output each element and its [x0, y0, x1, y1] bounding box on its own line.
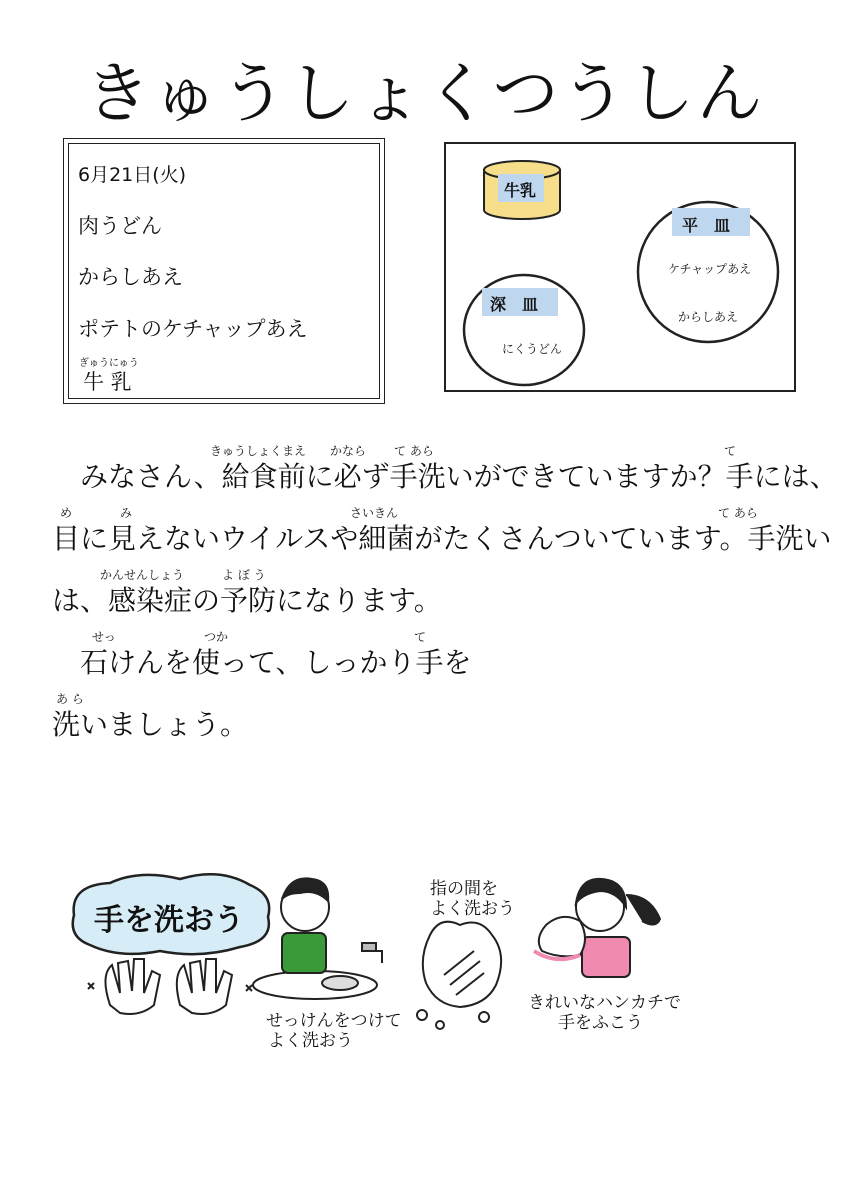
caption-soap	[266, 1011, 402, 1051]
ruby-kanara: かなら	[330, 444, 367, 458]
boy-washing-icon	[253, 878, 382, 999]
caption-fingers-line-2: よく洗おう	[430, 899, 515, 919]
ruby-te-ara-1: て あら	[394, 444, 434, 458]
milk-label: 牛乳	[504, 181, 537, 200]
flat-plate-item-2: からしあえ	[678, 310, 739, 324]
menu-item-1: 肉うどん	[78, 214, 162, 238]
caption-handkerchief-line-2: 手をふこう	[558, 1013, 643, 1033]
ruby-me: め	[60, 506, 73, 520]
ruby-sekke: せっ	[92, 630, 116, 644]
article-line-5: 洗いましょう。	[52, 708, 249, 741]
article-line-1: みなさん、給食前に必ず手洗いができていますか？手には、	[52, 460, 838, 493]
flat-plate-item-1: ケチャップあえ	[668, 262, 752, 276]
ruby-te-2: て	[414, 630, 427, 644]
menu-date: 6月21日(火)	[78, 164, 187, 186]
menu-milk-ruby: ぎゅうにゅう	[79, 358, 139, 369]
ruby-mi: み	[120, 506, 133, 520]
menu-inner-frame	[68, 143, 380, 399]
ruby-yobo: よ ぼ う	[222, 568, 266, 582]
ruby-kyushokumae: きゅうしょくまえ	[210, 444, 307, 458]
deep-plate-label: 深 皿	[490, 295, 539, 314]
menu-item-2: からしあえ	[78, 265, 183, 289]
badge-text: 手を洗おう	[94, 903, 244, 938]
ruby-saikin: さいきん	[350, 506, 399, 520]
ruby-kansensho: かんせんしょう	[100, 568, 185, 582]
menu-item-milk: 牛 乳	[83, 370, 132, 394]
hands-scrubbing-icon	[417, 922, 501, 1029]
ruby-tsuka: つか	[204, 630, 229, 644]
ruby-te-ara-2: て あら	[718, 506, 758, 520]
ruby-ara: あ ら	[56, 692, 84, 706]
menu-item-3: ポテトのケチャップあえ	[78, 317, 308, 341]
handwashing-illustration	[60, 855, 700, 1055]
tray-diagram	[444, 142, 796, 392]
ruby-te-1: て	[724, 444, 737, 458]
deep-plate-item: にくうどん	[502, 342, 563, 356]
flat-plate-label: 平 皿	[682, 216, 731, 235]
girl-with-handkerchief-icon	[534, 879, 660, 977]
caption-soap-line-1: せっけんをつけて	[266, 1011, 402, 1031]
caption-fingers	[430, 879, 515, 919]
caption-handkerchief-line-1: きれいなハンカチで	[528, 993, 681, 1013]
open-hands-icon	[88, 959, 252, 1014]
page-title: きゅうしょくつうしん	[84, 55, 765, 132]
article-line-4: 石けんを使って、しっかり手を	[52, 646, 472, 679]
article-line-3: は、感染症の予防になります。	[52, 584, 442, 617]
article-line-2: 目に見えないウイルスや細菌がたくさんついています。手洗い	[52, 522, 832, 555]
menu-box	[63, 138, 385, 404]
caption-soap-line-2: よく洗おう	[268, 1031, 353, 1051]
caption-fingers-line-1: 指の間を	[430, 879, 498, 899]
caption-handkerchief	[528, 993, 681, 1033]
